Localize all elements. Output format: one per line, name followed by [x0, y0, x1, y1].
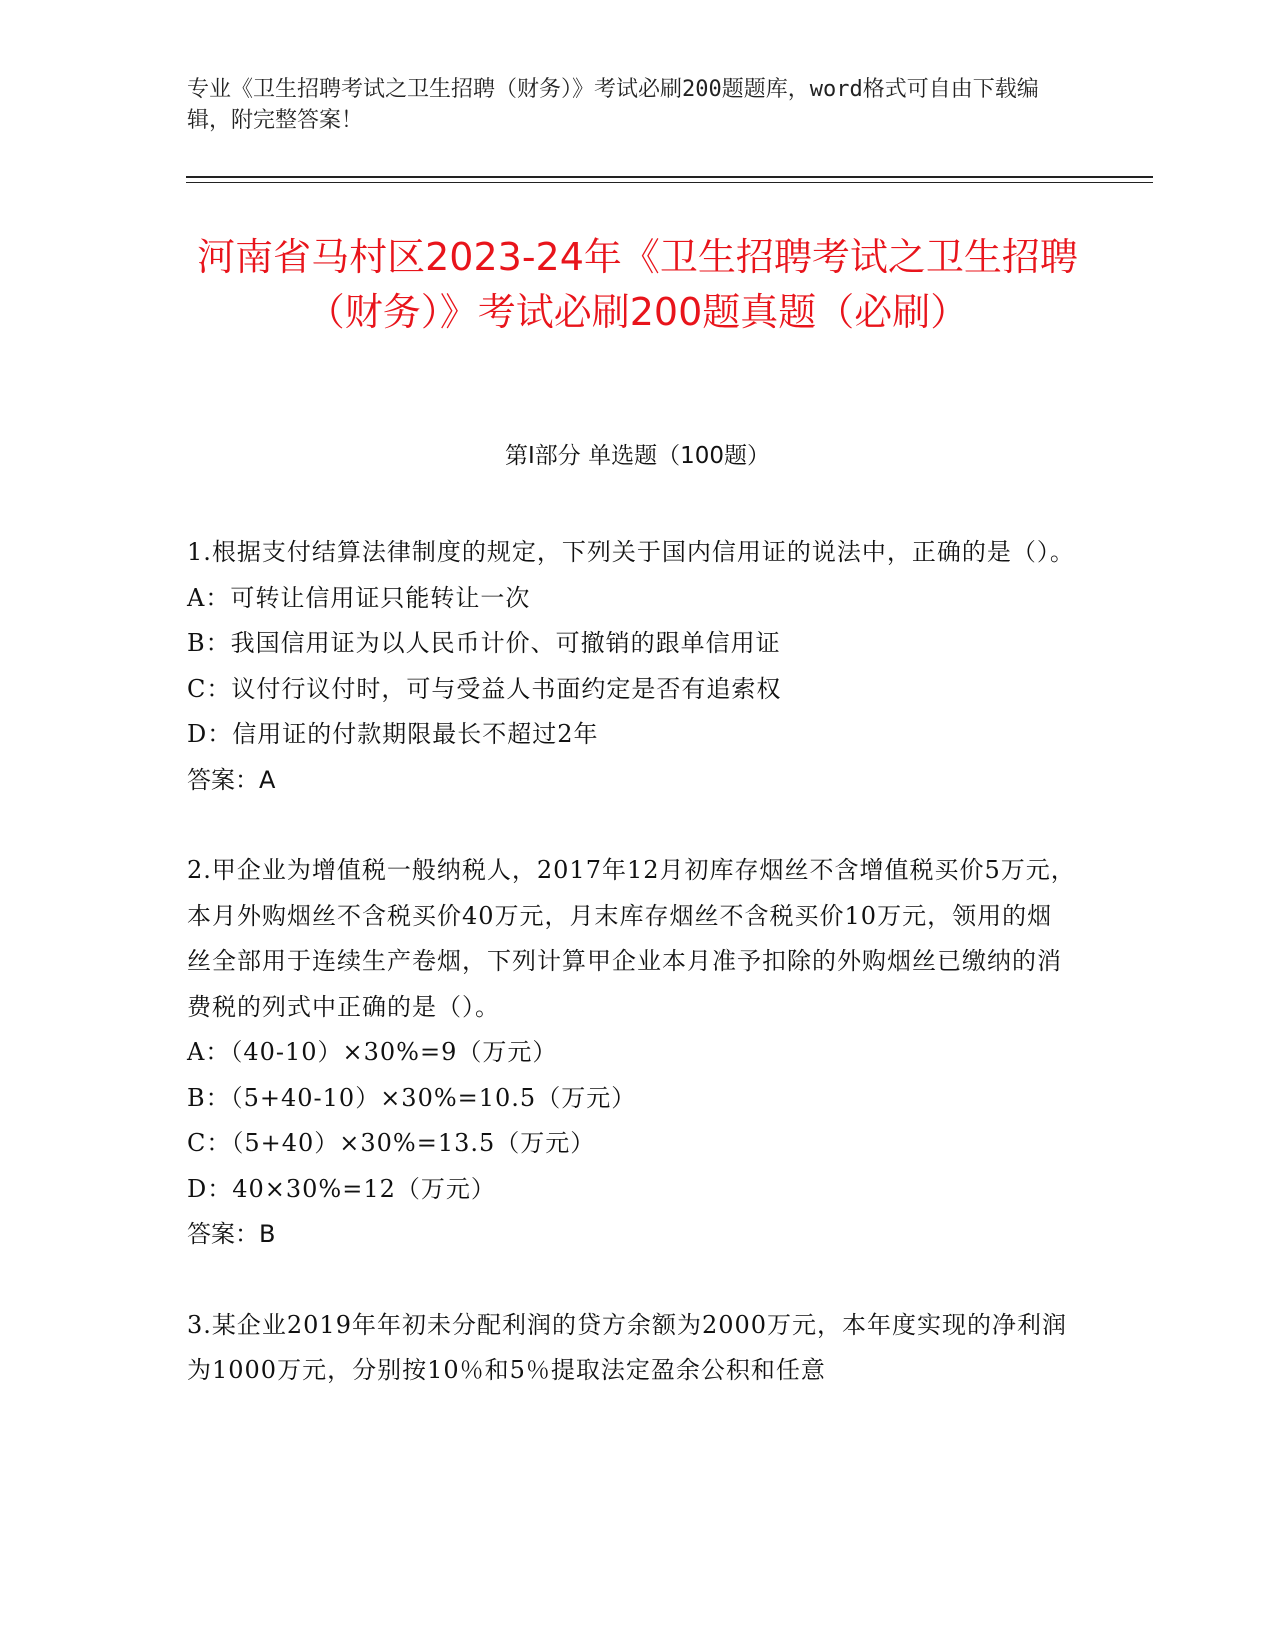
option-d: D：40×30%=12（万元） [187, 1174, 496, 1203]
question-item [187, 1303, 1077, 1394]
header-divider [186, 176, 1153, 178]
header-divider-thin [186, 182, 1153, 183]
option-d: D：信用证的付款期限最长不超过2年 [187, 720, 599, 748]
question-item [187, 530, 1077, 803]
option-c: C：议付行议付时，可与受益人书面约定是否有追索权 [187, 674, 782, 703]
answer-label: 答案：A [187, 765, 276, 794]
question-list [187, 530, 1077, 1439]
page-title: 河南省马村区2023-24年《卫生招聘考试之卫生招聘（财务）》考试必刷200题真题（必刷） [197, 235, 1078, 334]
option-b: B：我国信用证为以人民币计价、可撤销的跟单信用证 [187, 629, 781, 657]
question-text: 1.根据支付结算法律制度的规定，下列关于国内信用证的说法中，正确的是（）。 [187, 538, 1075, 566]
option-a: A：可转让信用证只能转让一次 [187, 583, 531, 612]
option-b: B：（5+40-10）×30%=10.5（万元） [187, 1083, 637, 1112]
question-text: 3.某企业2019年年初未分配利润的贷方余额为2000万元，本年度实现的净利润为1000万元，分别按10％和5％提取法定盈余公积和任意 [187, 1310, 1068, 1384]
section-heading: 第Ⅰ部分 单选题（100题） [505, 443, 770, 469]
option-a: A：（40-10）×30%=9（万元） [187, 1038, 558, 1066]
option-c: C：（5+40）×30%=13.5（万元） [187, 1129, 596, 1157]
question-item [187, 848, 1077, 1258]
answer-label: 答案：B [187, 1220, 276, 1248]
header-note: 专业《卫生招聘考试之卫生招聘（财务）》考试必刷200题题库，word格式可自由下载编辑，附完整答案！ [187, 77, 1039, 133]
question-text: 2.甲企业为增值税一般纳税人，2017年12月初库存烟丝不含增值税买价5万元，本月外购烟丝不含税买价40万元，月末库存烟丝不含税买价10万元，领用的烟丝全部用于连续生产卷烟，下列计算甲企业本月准予扣除的外购烟丝已缴纳的消费税的列式中正确的是（）。 [187, 856, 1076, 1021]
